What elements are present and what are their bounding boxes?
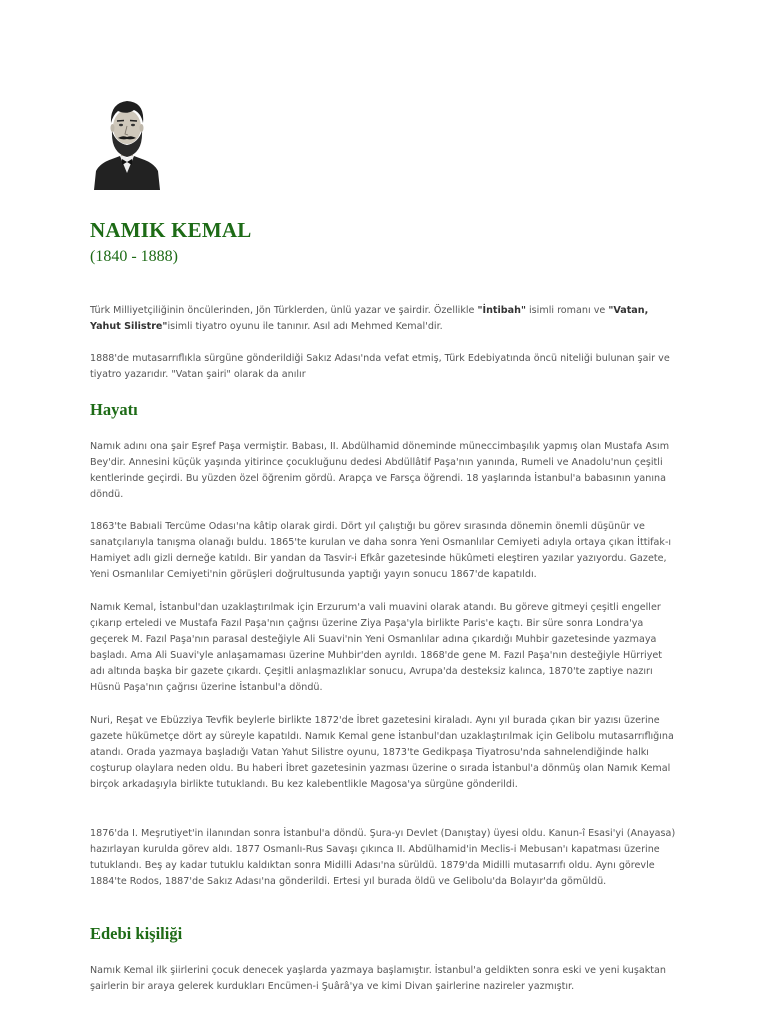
hayati-paragraph: Nuri, Reşat ve Ebüzziya Tevfik beylerle birlikte 1872'de İbret gazetesini kiraladı. Aynı yıl burada çıkan bir yazısı üzerine gazete hükümetçe dört ay süreyle kapatıldı. Namık Kemal gene İstanbul'dan uzaklaştırılmak için Gelibolu mutasarrıflığına atandı. Orada yazmaya başladığı Vatan Yahut Silistre oyunu, 1873'te Gedikpaşa Tiyatrosu'nda sahnelendiğinde halkı coşturup olaylara neden oldu. Bu haberi İbret gazetesinin yazması üzerine o sırada İstanbul'a dönmüş olan Namık Kemal birçok arkadaşıyla birlikte tutuklandı. Bu kez kalebentlikle Magosa'ya sürgüne gönderildi. — [90, 715, 674, 790]
intro-text-a: Türk Milliyetçiliğinin öncülerinden, Jön Türklerden, ünlü yazar ve şairdir. Özellikle — [90, 305, 478, 316]
intro-paragraph-1 — [90, 303, 676, 335]
intro-paragraph-2: 1888'de mutasarrıflıkla sürgüne gönderildiği Sakız Adası'nda vefat etmiş, Türk Edebiyatında öncü niteliği bulunan şair ve tiyatro yazarıdır. "Vatan şairi" olarak da anılır — [90, 353, 670, 380]
hayati-paragraph: Namık adını ona şair Eşref Paşa vermiştir. Babası, II. Abdülhamid döneminde müneccimbaşılık yapmış olan Mustafa Asım Bey'dir. Annesini küçük yaşında yitirince çocukluğunu dedesi Abdüllâtif Paşa'nın yanında, Rumeli ve Anadolu'nun çeşitli kentlerinde geçirdi. Bu yüzden özel öğrenim gördü. Arapça ve Farsça öğrendi. 18 yaşlarında İstanbul'a babasının yanına döndü. — [90, 441, 670, 500]
intro-text-c: isimli tiyatro oyunu ile tanınır. Asıl adı Mehmed Kemal'dir. — [167, 321, 443, 332]
play-title: "Vatan, Yahut Silistre" — [90, 305, 649, 332]
section-heading-edebi-kisiligi: Edebi kişiliği — [90, 924, 183, 943]
intro-text-b: isimli romanı ve — [525, 305, 609, 316]
lifespan-years: (1840 - 1888) — [90, 248, 178, 265]
hayati-paragraph: Namık Kemal, İstanbul'dan uzaklaştırılmak için Erzurum'a vali muavini olarak atandı. Bu göreve gitmeyi çeşitli engeller çıkarıp erteledi ve Mustafa Fazıl Paşa'nın çağrısı üzerine Ziya Paşa'yla birlikte Paris'e kaçtı. Bir süre sonra Londra'ya geçerek M. Fazıl Paşa'nın parasal desteğiyle Ali Suavi'nin Yeni Osmanlılar adına çıkardığı Muhbir gazetesinde yazmaya başladı. Ama Ali Suavi'yle anlaşamaması üzerine Muhbir'den ayrıldı. 1868'de gene M. Fazıl Paşa'nın desteğiyle Hürriyet adı altında başka bir gazete çıkardı. Çeşitli anlaşmazlıklar sonucu, Avrupa'da desteksiz kalınca, 1870'te zaptiye nazırı Hüsnü Paşa'nın çağrısı üzerine İstanbul'a döndü. — [90, 602, 663, 693]
hayati-paragraph: 1863'te Babıali Tercüme Odası'na kâtip olarak girdi. Dört yıl çalıştığı bu görev sırasında dönemin önemli düşünür ve sanatçılarıyla tanışma olanağı buldu. 1865'te kurulan ve daha sonra Yeni Osmanlılar Cemiyeti adıyla ortaya çıkan İttifak-ı Hamiyet adlı gizli derneğe katıldı. Bir yandan da Tasvir-i Efkâr gazetesinde hükûmeti eleştiren yazılar yazıyordu. Gazete, Yeni Osmanlılar Cemiyeti'nin görüşleri doğrultusunda yaptığı yayın sonucu 1867'de kapatıldı. — [90, 521, 672, 580]
hayati-paragraph: 1876'da I. Meşrutiyet'in ilanından sonra İstanbul'a döndü. Şura-yı Devlet (Danıştay) üyesi oldu. Kanun-î Esasi'yi (Anayasa) hazırlayan kurulda görev aldı. 1877 Osmanlı-Rus Savaşı çıkınca II. Abdülhamid'in Meclis-i Mebusan'ı kapatması üzerine tutuklandı. Beş ay kadar tutuklu kaldıktan sonra Midilli Adası'na sürüldü. 1879'da Midilli mutasarrıfı oldu. Aynı görevle 1884'te Rodos, 1887'de Sakız Adası'na gönderildi. Ertesi yıl burada öldü ve Gelibolu'da Bolayır'da gömüldü. — [90, 828, 676, 887]
portrait-image — [92, 93, 162, 190]
edebi-paragraph: Namık Kemal ilk şiirlerini çocuk denecek yaşlarda yazmaya başlamıştır. İstanbul'a geldikten sonra eski ve yeni kuşaktan şairlerin bir araya gelerek kurdukları Encümen-i Şuârâ'ya ve kimi Divan şairlerine nazireler yazmıştır. — [90, 965, 667, 992]
novel-title: "İntibah" — [477, 305, 526, 316]
section-heading-hayati: Hayatı — [90, 400, 138, 419]
page-title: NAMIK KEMAL — [90, 218, 252, 242]
